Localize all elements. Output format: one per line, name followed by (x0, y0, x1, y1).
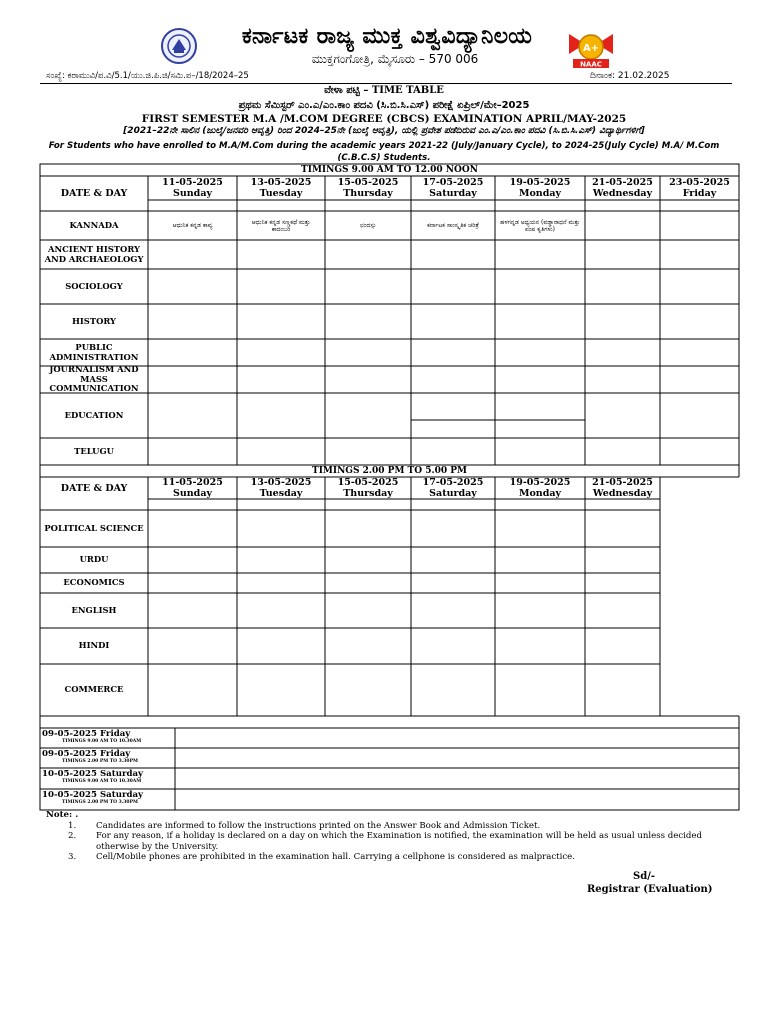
naac-label-text: NAAC (580, 60, 602, 69)
day-label: Thursday (343, 188, 393, 199)
note-item (46, 831, 736, 852)
subject-economics: ECONOMICS (63, 577, 125, 588)
kannada-paper-cell: ಛಂದಸ್ಸು (359, 222, 377, 229)
extra-timing-label: TIMINGS 2.00 PM TO 3.30PM (62, 800, 138, 805)
afternoon-date-col (148, 477, 237, 499)
english-eligibility-note: For Students who have enrolled to M.A/M.Com during the academic years 2021-22 (July/January Cycle), to 2024-25(July Cycle) M.A/ M.Com (C.B.C.S) Students. (48, 141, 720, 163)
note-text: Candidates are informed to follow the instructions printed on the Answer Book and Admission Ticket. (96, 820, 541, 831)
day-label: Sunday (173, 488, 212, 499)
subject-education: EDUCATION (64, 409, 124, 420)
morning-date-col (585, 176, 660, 200)
day-label: Saturday (429, 188, 477, 199)
notes-label: Note: . (46, 810, 79, 820)
date-label: 17-05-2025 (422, 477, 484, 488)
morning-timing: TIMINGS 9.00 AM TO 12.00 NOON (301, 165, 478, 175)
afternoon-date-day-header: DATE & DAY (60, 482, 128, 494)
afternoon-date-col (585, 477, 660, 499)
kannada-eligibility-note: [2021–22ನೇ ಸಾಲಿನ (ಜುಲೈ/ಜನವರಿ ಆವೃತ್ತಿ) ರಿಂದ 2024–25ನೇ (ಜುಲೈ ಆವೃತ್ತಿ), ಯಲ್ಲಿ ಪ್ರವೇಶ ಪಡೆದಿರುವ ಎಂ.ಎ/ಎಂ.ಕಾಂ ಪದವಿ (ಸಿ.ಬಿ.ಸಿ.ಎಸ್) ವಿದ್ಯಾರ್ಥಿಗಳಿಗೆ] (123, 126, 645, 136)
subject-urdu: URDU (79, 554, 109, 565)
day-label: Wednesday (592, 488, 653, 499)
extra-date-label: 09-05-2025 Friday (42, 749, 131, 759)
date-label: 23-05-2025 (669, 177, 730, 188)
extra-date-row (42, 749, 176, 764)
note-number: 1. (68, 820, 77, 831)
day-label: Tuesday (259, 188, 303, 199)
subject-commerce: COMMERCE (64, 684, 124, 695)
date-label: 21-05-2025 (592, 177, 653, 188)
morning-date-col (148, 176, 237, 200)
date-label: 13-05-2025 (250, 477, 312, 488)
afternoon-date-col (237, 477, 325, 499)
date-label: 11-05-2025 (162, 477, 223, 488)
subject-kannada: KANNADA (69, 219, 119, 230)
extra-date-row (42, 729, 176, 744)
date-label: 21-05-2025 (592, 477, 653, 488)
note-item (46, 852, 736, 863)
day-label: Monday (518, 488, 562, 499)
afternoon-date-col (325, 477, 411, 499)
day-label: Wednesday (592, 188, 653, 199)
afternoon-timing: TIMINGS 2.00 PM TO 5.00 PM (312, 466, 467, 476)
subject-telugu: TELUGU (74, 445, 114, 456)
signature-sd: Sd/- (633, 871, 656, 882)
date-label: 19-05-2025 (509, 177, 571, 188)
kannada-paper-cell: ಆಧುನಿಕ ಕನ್ನಡ ಕಾವ್ಯ (172, 222, 213, 229)
extra-date-row (42, 769, 176, 784)
notes-section (46, 810, 736, 863)
date-label: 15-05-2025 (337, 477, 399, 488)
subject-journalism: JOURNALISM AND MASS COMMUNICATION (49, 364, 139, 394)
subject-ancient-history: ANCIENT HISTORY AND ARCHAEOLOGY (44, 244, 144, 264)
extra-date-label: 10-05-2025 Saturday (42, 769, 144, 779)
day-label: Friday (682, 188, 717, 199)
day-label: Saturday (429, 488, 477, 499)
date-label: 15-05-2025 (337, 177, 399, 188)
extra-date-label: 09-05-2025 Friday (42, 729, 131, 739)
morning-date-col (325, 176, 411, 200)
kannada-paper-cell: ಹಳಗನ್ನಡ ಅಧ್ಯಯನ (ವಡ್ಡಾರಾಧನೆ ಮತ್ತು ಪಂಪ ಕೃತಿಗಳು) (500, 218, 580, 233)
date-label: 11-05-2025 (162, 177, 223, 188)
subject-sociology: SOCIOLOGY (65, 280, 123, 291)
subject-english: ENGLISH (71, 604, 117, 615)
date-label: 17-05-2025 (422, 177, 484, 188)
note-number: 3. (68, 852, 77, 862)
kannada-exam-title: ಪ್ರಥಮ ಸೆಮಿಸ್ಟರ್ ಎಂ.ಎ/ಎಂ.ಕಾಂ ಪದವಿ (ಸಿ.ಬಿ.ಸಿ.ಎಸ್) ಪರೀಕ್ಷೆ ಏಪ್ರಿಲ್/ಮೇ–2025 (238, 100, 530, 111)
naac-grade-text: A+ (582, 43, 600, 54)
extra-date-row (42, 790, 176, 805)
morning-date-day-header: DATE & DAY (60, 188, 128, 199)
afternoon-date-col (495, 477, 585, 499)
signature-title: Registrar (Evaluation) (587, 884, 713, 895)
kannada-paper-cell: ಕರ್ನಾಟಕ ಸಾಂಸ್ಕೃತಿಕ ಚರಿತ್ರೆ (427, 222, 479, 229)
note-text: For any reason, if a holiday is declared on a day on which the Examination is notified, the examination will be held as usual unless decided otherwise by the University. (96, 831, 703, 852)
university-name: ಕರ್ನಾಟಕ ರಾಜ್ಯ ಮುಕ್ತ ವಿಶ್ವವಿದ್ಯಾನಿಲಯ (241, 24, 533, 49)
morning-date-col (237, 176, 325, 200)
note-item (46, 821, 736, 832)
kannada-paper-cell: ಆಧುನಿಕ ಕನ್ನಡ ಸಣ್ಣಕಥೆ ಮತ್ತು ಕಾದಂಬರಿ (251, 218, 311, 233)
day-label: Monday (518, 188, 562, 199)
day-label: Sunday (173, 188, 212, 199)
day-label: Tuesday (259, 488, 303, 499)
afternoon-date-col (411, 477, 495, 499)
subject-political-science: POLITICAL SCIENCE (44, 522, 144, 533)
morning-date-col (660, 176, 739, 200)
date-label: 13-05-2025 (250, 177, 312, 188)
note-number: 2. (68, 831, 77, 841)
extra-date-label: 10-05-2025 Saturday (42, 790, 144, 800)
subject-hindi: HINDI (78, 640, 110, 651)
university-address: ಮುಕ್ತಗಂಗೋತ್ರಿ, ಮೈಸೂರು – 570 006 (311, 52, 479, 66)
extra-timing-label: TIMINGS 9.00 AM TO 10.30AM (62, 739, 142, 744)
subject-public-administration: PUBLIC ADMINISTRATION (49, 342, 139, 362)
morning-date-col (495, 176, 585, 200)
reference-number: ಸಂಖ್ಯೆ: ಕರಾಮುವಿ/ಪ.ವಿ/5.1/ಯು.ಜಿ.ಪಿ.ಜಿ/ಸಮಿ.ಪ–/18/2024–25 (46, 71, 249, 81)
morning-date-col (411, 176, 495, 200)
note-text: Cell/Mobile phones are prohibited in the examination hall. Carrying a cellphone is considered as malpractice. (96, 852, 575, 862)
english-exam-title: FIRST SEMESTER M.A /M.COM DEGREE (CBCS) EXAMINATION APRIL/MAY-2025 (141, 113, 627, 125)
date-label: 19-05-2025 (509, 477, 571, 488)
time-table-heading: ವೇಳಾ ಪಟ್ಟಿ – TIME TABLE (324, 85, 444, 96)
day-label: Thursday (343, 488, 393, 499)
extra-timing-label: TIMINGS 9.00 AM TO 10.30AM (62, 779, 142, 784)
subject-history: HISTORY (71, 315, 117, 326)
issue-date: ದಿನಾಂಕ: 21.02.2025 (590, 71, 670, 81)
extra-timing-label: TIMINGS 2.00 PM TO 3.30PM (62, 759, 138, 764)
